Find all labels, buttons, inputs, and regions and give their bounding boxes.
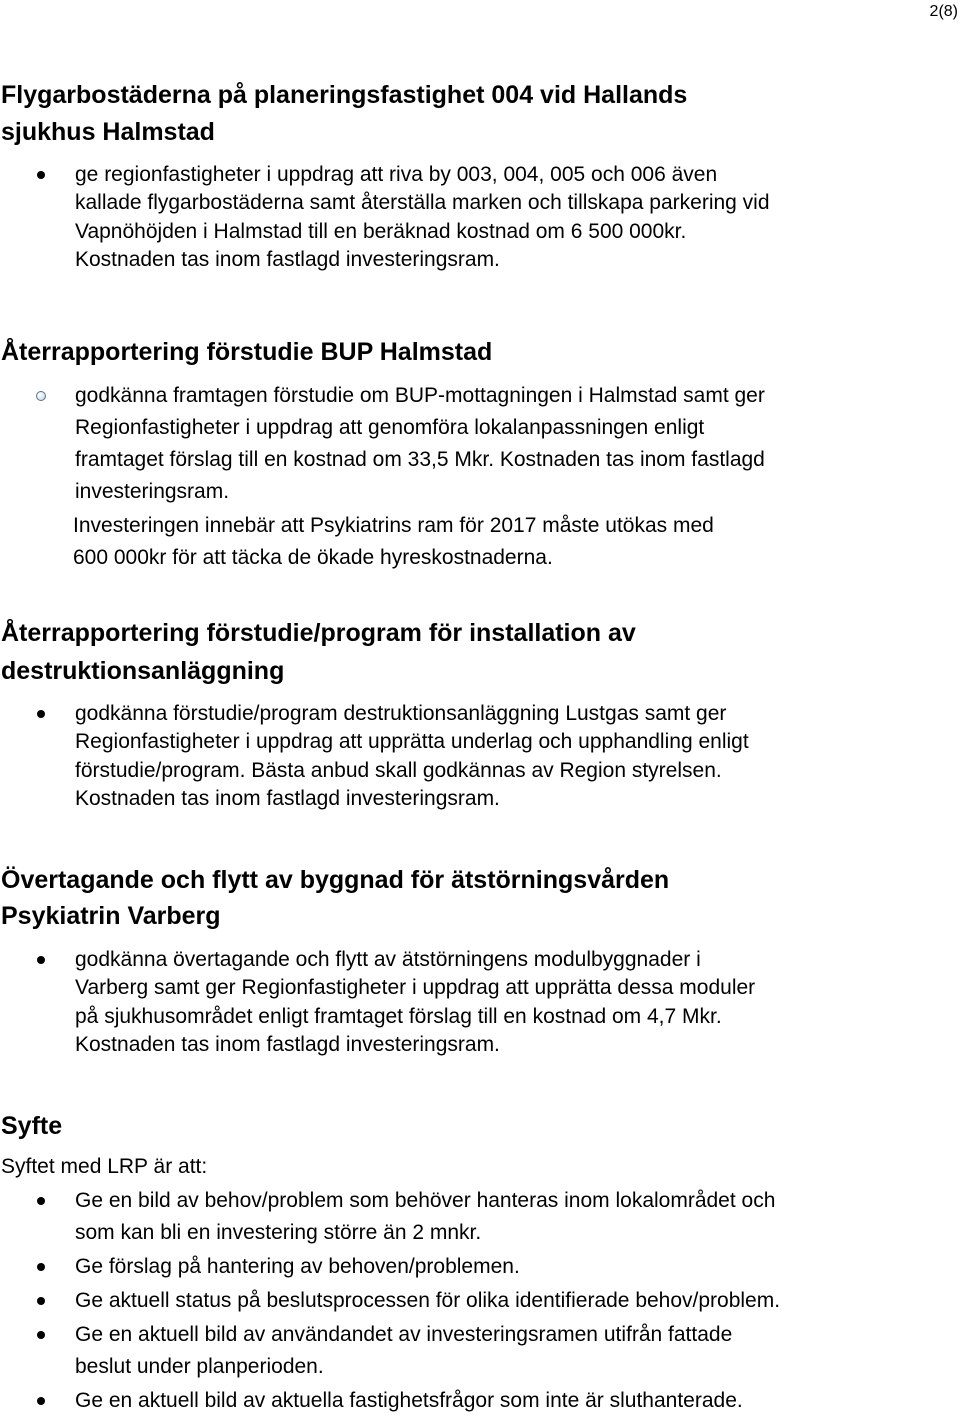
text-line: kallade flygarbostäderna samt återställa marken och tillskapa parkering vid (75, 191, 770, 215)
text-line: 600 000kr för att täcka de ökade hyreskostnaderna. (73, 546, 553, 569)
text-line: framtaget förslag till en kostnad om 33,5 Mkr. Kostnaden tas inom fastlagd (75, 448, 765, 471)
section-heading-destruktion (1, 614, 960, 690)
text-line: Regionfastigheter i uppdrag att genomföra lokalanpassningen enligt (75, 416, 705, 439)
heading-line: Återrapportering förstudie/program för installation av (1, 619, 636, 647)
text-line: investeringsram. (75, 480, 230, 503)
section-intro (1, 1153, 960, 1181)
text-line: Ge en bild av behov/problem som behöver hanteras inom lokalområdet och (75, 1189, 776, 1212)
text-line: Syftet med LRP är att: (1, 1155, 208, 1178)
text-line: Ge förslag på hantering av behoven/problemen. (75, 1255, 520, 1278)
list-item (0, 380, 960, 508)
text-line: beslut under planperioden. (75, 1355, 324, 1378)
list-item (0, 161, 960, 275)
text-line: godkänna framtagen förstudie om BUP-mottagningen i Halmstad samt ger (75, 384, 765, 407)
text-line: Investeringen innebär att Psykiatrins ram för 2017 måste utökas med (73, 514, 714, 537)
bullet-icon (37, 1263, 45, 1271)
text-line: godkänna övertagande och flytt av ätstörningens modulbyggnader i (75, 948, 701, 971)
bullet-icon (37, 956, 45, 964)
heading-line: Övertagande och flytt av byggnad för ätstörningsvården (1, 866, 670, 894)
bullet-icon (37, 1331, 45, 1339)
text-line: som kan bli en investering större än 2 mnkr. (75, 1221, 482, 1244)
text-line: Kostnaden tas inom fastlagd investeringsram. (75, 787, 500, 811)
text-line: Regionfastigheter i uppdrag att upprätta underlag och upphandling enligt (75, 730, 749, 754)
text-line: Kostnaden tas inom fastlagd investeringsram. (75, 248, 500, 272)
section-heading-syfte (1, 1108, 960, 1144)
section-note (0, 510, 960, 574)
bullet-icon (37, 1297, 45, 1305)
heading-line: Flygarbostäderna på planeringsfastighet 004 vid Hallands (1, 81, 688, 109)
list-item (0, 1251, 960, 1283)
bullet-icon (37, 710, 45, 718)
text-line: Ge en aktuell bild av användandet av investeringsramen utifrån fattade (75, 1323, 733, 1346)
page-number: 2(8) (929, 3, 958, 20)
list-item (0, 1385, 960, 1417)
list-item (0, 700, 960, 814)
text-line: godkänna förstudie/program destruktionsanläggning Lustgas samt ger (75, 702, 727, 725)
text-line: Kostnaden tas inom fastlagd investeringsram. (75, 1033, 500, 1057)
section-heading-bup (1, 334, 960, 370)
list-item (0, 1185, 960, 1249)
text-line: Ge aktuell status på beslutsprocessen för olika identifierade behov/problem. (75, 1289, 781, 1312)
list-item (0, 946, 960, 1060)
heading-line: sjukhus Halmstad (1, 118, 215, 146)
text-line: ge regionfastigheter i uppdrag att riva by 003, 004, 005 och 006 även (75, 163, 718, 186)
section-heading-flygarbostader (1, 77, 960, 151)
text-line: på sjukhusområdet enligt framtaget förslag till en kostnad om 4,7 Mkr. (75, 1004, 722, 1028)
heading-line: Syfte (1, 1112, 63, 1140)
bullet-icon (37, 1197, 45, 1205)
heading-line: Återrapportering förstudie BUP Halmstad (1, 338, 493, 366)
list-item (0, 1285, 960, 1317)
section-heading-atstorning (1, 862, 960, 934)
bullet-icon (37, 1397, 45, 1405)
bullet-icon (37, 171, 45, 179)
text-line: Vapnöhöjden i Halmstad till en beräknad kostnad om 6 500 000kr. (75, 219, 687, 243)
heading-line: destruktionsanläggning (1, 657, 285, 685)
list-item (0, 1319, 960, 1383)
text-line: Ge en aktuell bild av aktuella fastighetsfrågor som inte är sluthanterade. (75, 1389, 743, 1412)
text-line: förstudie/program. Bästa anbud skall godkännas av Region styrelsen. (75, 758, 722, 782)
heading-line: Psykiatrin Varberg (1, 902, 221, 930)
text-line: Varberg samt ger Regionfastigheter i uppdrag att upprätta dessa moduler (75, 976, 756, 1000)
bullet-icon (36, 391, 46, 401)
